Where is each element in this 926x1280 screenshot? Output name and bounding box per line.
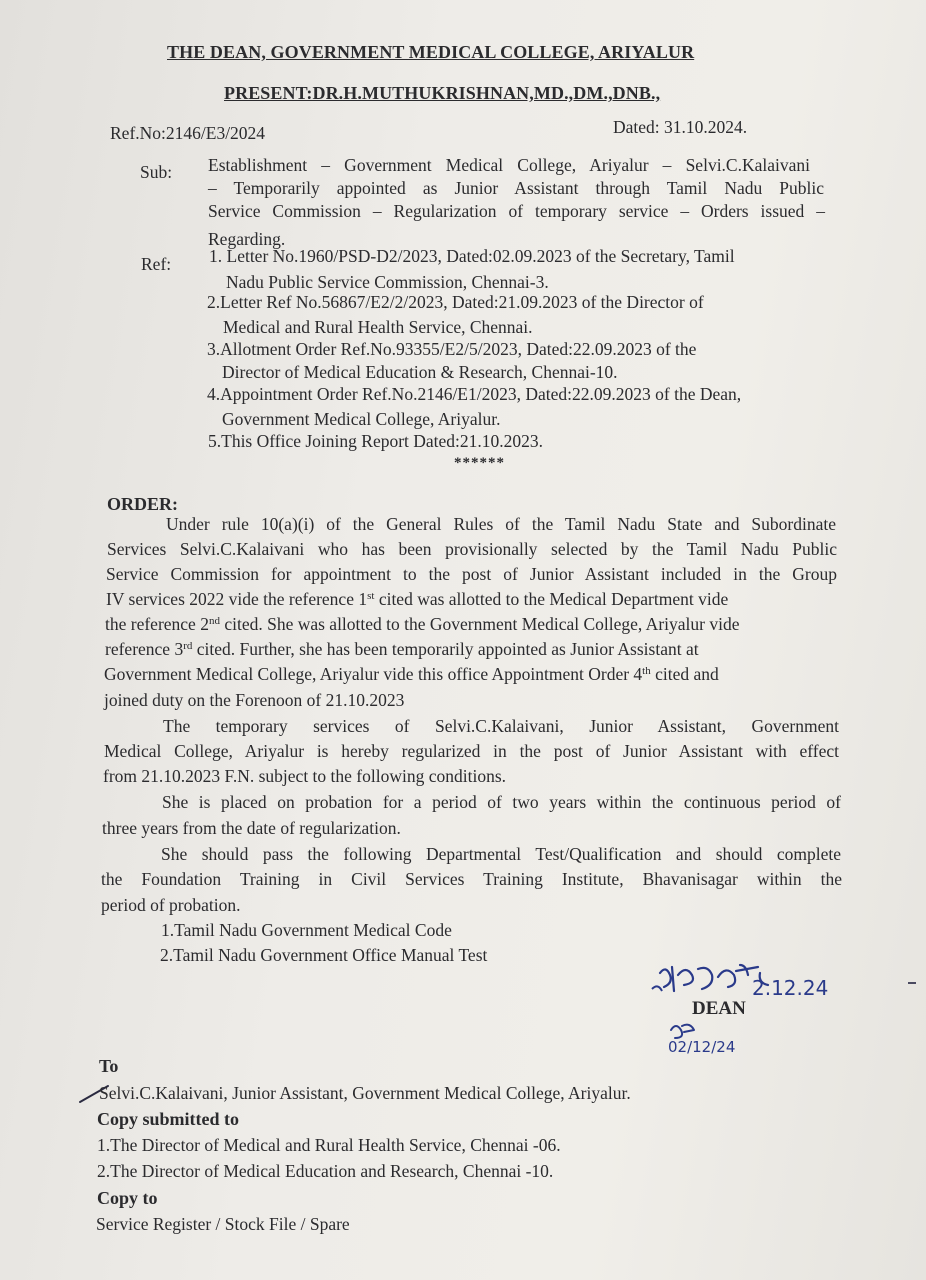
subject-line: Service Commission – Regularization of temporary service – Orders issued – xyxy=(208,201,825,221)
order-paragraph-line: The temporary services of Selvi.C.Kalaivani, Junior Assistant, Government xyxy=(163,716,839,736)
copy-to-line: Service Register / Stock File / Spare xyxy=(96,1214,350,1234)
test-item: 1.Tamil Nadu Government Medical Code xyxy=(161,920,452,940)
initial-date: 02/12/24 xyxy=(668,1038,736,1056)
text-run: cited was allotted to the Medical Department vide xyxy=(374,589,729,609)
document-title: THE DEAN, GOVERNMENT MEDICAL COLLEGE, ARIYALUR xyxy=(167,42,695,62)
reference-item: Medical and Rural Health Service, Chennai. xyxy=(223,317,533,337)
text-run: IV services 2022 vide the reference 1 xyxy=(106,589,368,609)
order-paragraph-line xyxy=(106,589,837,610)
test-item: 2.Tamil Nadu Government Office Manual Test xyxy=(160,945,488,965)
reference-item: 2.Letter Ref No.56867/E2/2/2023, Dated:21.09.2023 of the Director of xyxy=(207,292,704,312)
reference-item: Nadu Public Service Commission, Chennai-3. xyxy=(226,272,549,292)
order-paragraph-line xyxy=(105,614,739,635)
margin-mark xyxy=(908,982,916,984)
initial-mark-image xyxy=(668,1020,698,1040)
document-date: Dated: 31.10.2024. xyxy=(613,117,748,137)
order-paragraph-line: the Foundation Training in Civil Services Training Institute, Bhavanisagar within the xyxy=(101,869,842,889)
text-run: reference 3 xyxy=(105,639,184,659)
subject-line: Establishment – Government Medical College, Ariyalur – Selvi.C.Kalaivani xyxy=(208,155,810,175)
reference-item: Government Medical College, Ariyalur. xyxy=(222,409,501,429)
order-paragraph-line: Service Commission for appointment to the post of Junior Assistant included in the Group xyxy=(106,564,837,584)
order-paragraph-line: Under rule 10(a)(i) of the General Rules of the Tamil Nadu State and Subordinate xyxy=(166,514,836,534)
present-line: PRESENT:DR.H.MUTHUKRISHNAN,MD.,DM.,DNB., xyxy=(224,83,661,103)
order-paragraph-line: She should pass the following Departmental Test/Qualification and should complete xyxy=(161,844,841,864)
order-paragraph-line: Medical College, Ariyalur is hereby regularized in the post of Junior Assistant with effect xyxy=(104,741,839,761)
separator: ****** xyxy=(454,455,505,471)
copy-submitted-item: 2.The Director of Medical Education and Research, Chennai -10. xyxy=(97,1161,554,1181)
text-run: cited. Further, she has been temporarily appointed as Junior Assistant at xyxy=(192,639,699,659)
subject-line: – Temporarily appointed as Junior Assistant through Tamil Nadu Public xyxy=(208,178,824,198)
order-paragraph-line: Services Selvi.C.Kalaivani who has been provisionally selected by the Tamil Nadu Public xyxy=(107,539,837,559)
order-heading: ORDER: xyxy=(107,494,178,514)
reference-item: 1. Letter No.1960/PSD-D2/2023, Dated:02.09.2023 of the Secretary, Tamil xyxy=(209,246,735,266)
ordinal-suffix: nd xyxy=(208,615,220,627)
text-run: Government Medical College, Ariyalur vide this office Appointment Order 4 xyxy=(104,664,643,684)
text-run: cited and xyxy=(650,664,719,684)
subject-line: Regarding. xyxy=(208,229,286,249)
signatory-designation: DEAN xyxy=(692,998,746,1019)
signature-date: 2.12.24 xyxy=(752,976,829,1000)
subject-label: Sub: xyxy=(140,162,173,182)
order-paragraph-line: three years from the date of regularization. xyxy=(102,818,401,838)
order-paragraph-line xyxy=(104,664,719,685)
order-paragraph-line: period of probation. xyxy=(101,895,241,915)
reference-item: 3.Allotment Order Ref.No.93355/E2/5/2023, Dated:22.09.2023 of the xyxy=(207,339,697,359)
ordinal-suffix: rd xyxy=(183,640,193,652)
reference-item: 5.This Office Joining Report Dated:21.10.2023. xyxy=(208,431,544,451)
order-paragraph-line: joined duty on the Forenoon of 21.10.2023 xyxy=(104,690,405,710)
reference-label: Ref: xyxy=(141,254,172,274)
order-paragraph-line: from 21.10.2023 F.N. subject to the following conditions. xyxy=(103,766,507,786)
reference-item: 4.Appointment Order Ref.No.2146/E1/2023, Dated:22.09.2023 of the Dean, xyxy=(207,384,742,404)
ordinal-suffix: th xyxy=(642,665,651,677)
copy-to-label: Copy to xyxy=(97,1188,158,1208)
order-paragraph-line: She is placed on probation for a period of two years within the continuous period of xyxy=(162,792,841,812)
recipient-line: Selvi.C.Kalaivani, Junior Assistant, Government Medical College, Ariyalur. xyxy=(99,1083,631,1103)
ordinal-suffix: st xyxy=(367,590,375,602)
copy-submitted-label: Copy submitted to xyxy=(97,1109,240,1129)
reference-item: Director of Medical Education & Research, Chennai-10. xyxy=(222,362,618,382)
text-run: cited. She was allotted to the Government Medical College, Ariyalur vide xyxy=(219,614,740,634)
order-paragraph-line xyxy=(105,639,699,660)
to-label: To xyxy=(99,1056,119,1076)
reference-number: Ref.No:2146/E3/2024 xyxy=(110,123,266,143)
text-run: the reference 2 xyxy=(105,614,209,634)
copy-submitted-item: 1.The Director of Medical and Rural Health Service, Chennai -06. xyxy=(97,1135,561,1155)
